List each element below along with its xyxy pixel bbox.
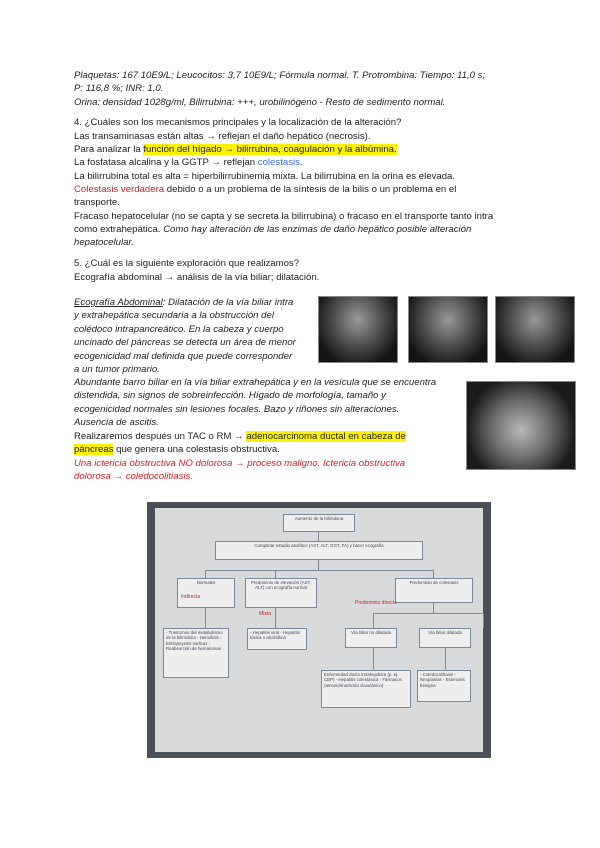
eco-line-6: a un tumor primario. bbox=[74, 364, 160, 375]
eco-line-4: uncinado del páncreas se detecta un área de menor bbox=[74, 337, 296, 348]
flow-mixta-label: Mixta bbox=[259, 611, 271, 617]
eco-highlight-adenocarcinoma: adenocarcinoma ductal en cabeza de bbox=[246, 431, 406, 442]
q4-line-8-b: Como hay alteración de las enzimas de daño hepático posible alteración bbox=[163, 224, 472, 235]
ultrasound-image-3 bbox=[495, 296, 575, 363]
eco-line-1-b: : Dilatación de la vía biliar intra bbox=[162, 297, 294, 308]
flow-hepatitis-box: - Hepatitis viral - Hepatitis tóxica o alcohólica bbox=[247, 628, 307, 650]
eco-line-11-a: Realizaremos después un TAC o RM → bbox=[74, 431, 247, 442]
eco-label: Ecografía Abdominal bbox=[74, 297, 163, 308]
lab-line-3: Orina: densidad 1028g/ml, Bilirrubina: +++, urobilinógeno - Resto de sedimento normal. bbox=[74, 97, 446, 108]
eco-highlight-pancreas: páncreas bbox=[74, 444, 114, 455]
flow-via-biliar-no-dilatada: Vía biliar no dilatada bbox=[345, 628, 397, 648]
flow-colestasis-box: Predominio de colestasis bbox=[395, 578, 473, 603]
eco-line-9: ecogenicidad normales sin lesiones focales. Bazo y riñones sin alteraciones. bbox=[74, 404, 400, 415]
question-4-title: 4. ¿Cuáles son los mecanismos principales y la localización de la alteración? bbox=[74, 117, 402, 128]
eco-line-2: y extrahepática secundaria a la obstrucción del bbox=[74, 310, 274, 321]
q4-line-3 bbox=[74, 157, 303, 170]
flow-directa-label: Predominio directa bbox=[355, 600, 397, 606]
q4-line-9: hepatocelular. bbox=[74, 237, 134, 248]
eco-line-13: Una ictericia obstructiva NO dolorosa → proceso maligno. Ictericia obstructiva bbox=[74, 458, 406, 469]
flowchart-background bbox=[155, 508, 483, 752]
q4-line-3-c: . bbox=[299, 157, 303, 168]
q4-line-8-a: como extrahepática. bbox=[74, 224, 164, 235]
lab-line-1: Plaquetas: 167 10E9/L; Leucocitos: 3,7 10E9/L; Fórmula normal. T. Protrombina: Tiempo: 11,0 s; bbox=[74, 70, 486, 81]
flow-second-box: Completar estudio analítico (AST, ALT, GGT, FA) y hacer ecografía bbox=[215, 541, 423, 560]
q4-line-8 bbox=[74, 224, 471, 237]
q5-line-1: Ecografía abdominal → análisis de la vía biliar; dilatación. bbox=[74, 272, 320, 283]
eco-line-14: dolorosa → coledocolitiasis. bbox=[74, 471, 193, 482]
ct-scan-image bbox=[466, 381, 576, 470]
q4-line-1: Las transaminasas están altas → reflejan el daño hepático (necrosis). bbox=[74, 131, 371, 142]
q4-line-4: La bilirrubina total es alta = hiperbilirrubinemia mixta. La bilirrubina en la orina es elevada. bbox=[74, 171, 456, 182]
q4-line-6: transporte. bbox=[74, 197, 120, 208]
question-5-title: 5. ¿Cuál es la siguiente exploración que realizamos? bbox=[74, 258, 300, 269]
eco-line-12-b: que genera una colestasis obstructiva. bbox=[113, 444, 280, 455]
flow-via-biliar-dilatada: Vía biliar dilatada bbox=[419, 628, 471, 648]
q4-line-7: Fracaso hepatocelular (no se capta y se secreta la bilirrubina) o fracaso en el transporte tanto intra bbox=[74, 211, 494, 222]
eco-line-12 bbox=[74, 444, 280, 457]
flow-coledocolitiasis-box: - Coledocolitiasis - Neoplasias - Estenosis benigna bbox=[417, 670, 471, 702]
q4-colestasis-word: colestasis bbox=[257, 157, 300, 168]
q4-highlight-function: función del hígado → bilirrubina, coagulación y la albúmina. bbox=[143, 144, 397, 155]
eco-line-1 bbox=[74, 297, 293, 310]
flow-indirecta-label: Indirecta bbox=[181, 594, 201, 600]
flow-enfermedad-box: Enfermedad ducto intrahepática (p. ej. CBP) - Hepatitis colestásica - Fármacos (amoxicilina/ácido clavulánico) bbox=[321, 670, 411, 708]
q4-line-2-a: Para analizar la bbox=[74, 144, 144, 155]
flow-predominio-box: Predominio de elevación (AST, ALT) con ecografía normal bbox=[245, 578, 317, 608]
eco-line-10: Ausencia de ascitis. bbox=[74, 417, 159, 428]
flow-top-box: Aumento de la bilirrubina bbox=[283, 514, 355, 532]
q4-colestasis-verdadera: Colestasis verdadera bbox=[74, 184, 165, 195]
diagnostic-flowchart bbox=[147, 502, 491, 758]
q4-line-3-a: La fosfatasa alcalina y la GGTP → reflejan bbox=[74, 157, 258, 168]
q4-line-5-b: debido o a un problema de la síntesis de la bilis o un problema en el bbox=[164, 184, 457, 195]
ultrasound-image-1 bbox=[318, 296, 398, 363]
eco-line-7: Abundante barro biliar en la vía biliar extrahepática y en la vesícula que se encuentra bbox=[74, 377, 437, 388]
eco-line-8: distendida, sin signos de sobreinfección. Hígado de morfología, tamaño y bbox=[74, 390, 386, 401]
q4-line-5 bbox=[74, 184, 456, 197]
eco-line-11 bbox=[74, 431, 406, 444]
lab-line-2: P: 116,8 %; INR: 1,0. bbox=[74, 83, 164, 94]
eco-line-3: colédoco intrapancreático. En la cabeza y cuerpo bbox=[74, 324, 284, 335]
q4-line-2 bbox=[74, 144, 397, 157]
flow-trastornos-box: - Trastornos del metabolismo de la bilirrubina - Hemólisis - Eritropoyesis ineficaz - Reabsorción de hematomas bbox=[163, 628, 229, 678]
ultrasound-image-2 bbox=[408, 296, 488, 363]
eco-line-5: ecogenicidad mal definida que puede corresponder bbox=[74, 351, 293, 362]
flow-normales-box: Normales bbox=[177, 578, 235, 608]
